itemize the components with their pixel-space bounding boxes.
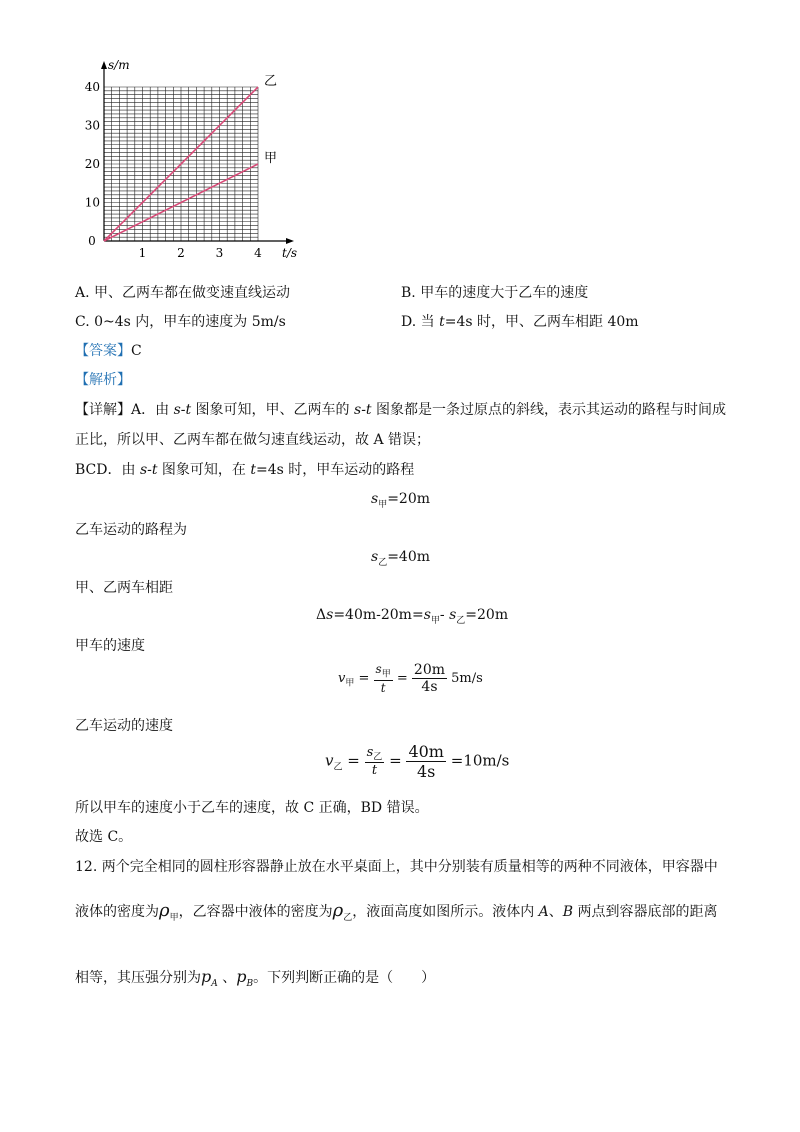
y-tick-label: 20 bbox=[84, 157, 100, 171]
equation-s-jia: $s_甲=20m$ bbox=[371, 491, 431, 510]
y-tick-label: 40 bbox=[84, 80, 100, 94]
detail-line-7: 乙车运动的速度 bbox=[75, 718, 173, 734]
option-d: D. 当 t=4s 时，甲、乙两车相距 40m bbox=[401, 314, 639, 330]
equation-s-yi: $s_乙=40m$ bbox=[371, 549, 431, 568]
series-label-甲: 甲 bbox=[264, 151, 278, 166]
equation-v-yi: $v_乙$ = $\frac{s_乙}{t}$ = $\frac{40m}{4s}$ =10m/s bbox=[325, 742, 510, 781]
q12-line-1: 12. 两个完全相同的圆柱形容器静止放在水平桌面上，其中分别装有质量相等的两种不同液体，甲容器中 bbox=[75, 859, 718, 875]
q12-line-3: 相等，其压强分别为$p_A$ 、$p_B$。下列判断正确的是（ ） bbox=[75, 967, 436, 989]
x-tick-label: 4 bbox=[254, 246, 262, 260]
series-label-乙: 乙 bbox=[264, 74, 278, 89]
equation-distance: $\Delta s=40m-20m=s_甲-$ $s_乙=20m$ bbox=[316, 607, 509, 626]
detail-line-4: 乙车运动的路程为 bbox=[75, 522, 187, 538]
detail-line-1: 【详解】A．由 s-t 图象可知，甲、乙两车的 s-t 图象都是一条过原点的斜线，表示其运动的路程与时间成 bbox=[75, 402, 727, 418]
q12-line-2: 液体的密度为$\rho_甲$，乙容器中液体的密度为$\rho_乙$，液面高度如图所示。液体内 A、B 两点到容器底部的距离 bbox=[75, 900, 718, 923]
analysis-tag: 【解析】 bbox=[75, 372, 131, 388]
detail-line-5: 甲、乙两车相距 bbox=[75, 580, 173, 596]
answer-line: 【答案】C bbox=[75, 343, 142, 359]
x-tick-label: 3 bbox=[215, 246, 224, 260]
x-tick-label: 2 bbox=[177, 246, 185, 260]
origin-label: 0 bbox=[88, 234, 96, 248]
y-axis-arrow bbox=[101, 61, 107, 69]
x-axis-arrow bbox=[286, 238, 294, 244]
detail-line-3: BCD．由 s-t 图象可知，在 t=4s 时，甲车运动的路程 bbox=[75, 462, 415, 478]
x-axis-label: t/s bbox=[282, 246, 298, 260]
detail-line-2: 正比，所以甲、乙两车都在做匀速直线运动，故 A 错误； bbox=[75, 432, 431, 448]
equation-v-jia: $v_甲$ = $\frac{s_甲}{t}$ = $\frac{20m}{4s}$ 5m/s bbox=[338, 662, 483, 695]
x-tick-label: 1 bbox=[138, 246, 147, 260]
option-a: A. 甲、乙两车都在做变速直线运动 bbox=[75, 285, 291, 301]
option-b: B. 甲车的速度大于乙车的速度 bbox=[401, 285, 589, 301]
detail-line-9: 故选 C。 bbox=[75, 829, 133, 845]
detail-line-6: 甲车的速度 bbox=[75, 638, 145, 654]
option-c: C. 0~4s 内，甲车的速度为 5m/s bbox=[75, 314, 286, 330]
y-axis-label: s/m bbox=[108, 58, 130, 72]
detail-line-8: 所以甲车的速度小于乙车的速度，故 C 正确，BD 错误。 bbox=[75, 800, 429, 816]
s-t-graph bbox=[82, 52, 302, 267]
y-tick-label: 10 bbox=[84, 195, 100, 210]
y-tick-label: 30 bbox=[84, 118, 100, 133]
